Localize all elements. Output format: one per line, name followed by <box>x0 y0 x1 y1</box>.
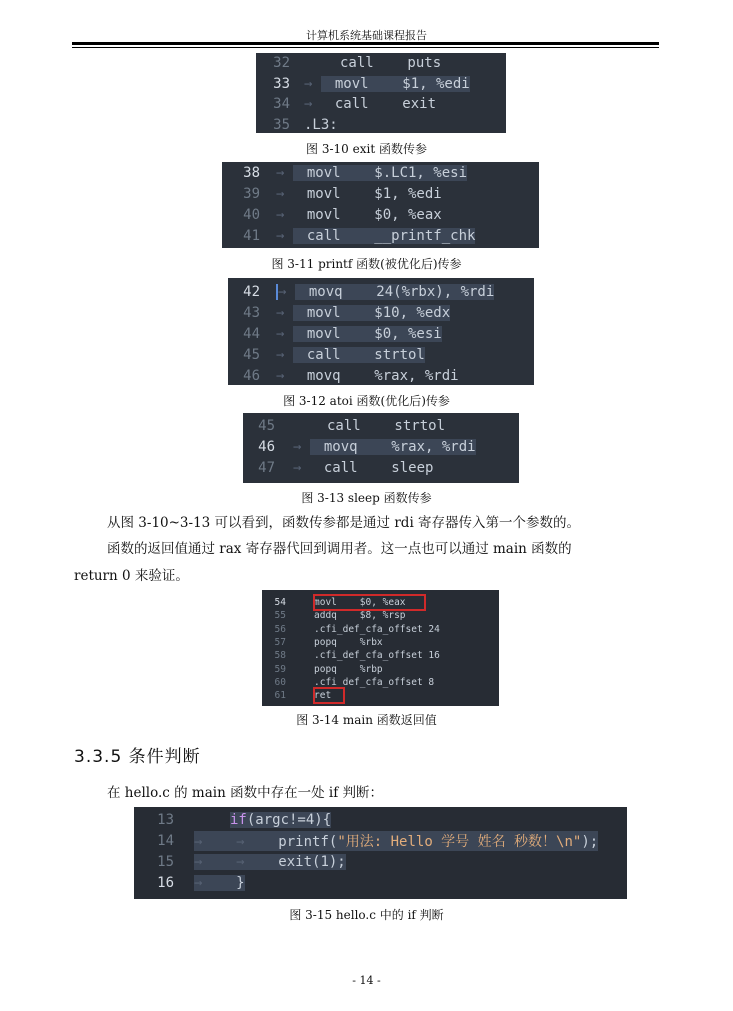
code-figure-3-10 <box>256 53 506 133</box>
tab-arrow-icon: → <box>278 284 295 301</box>
code-text: addq $8, %rsp <box>314 610 406 622</box>
code-brace: } <box>236 874 245 891</box>
tab-arrow-icon: → <box>276 165 293 182</box>
code-line <box>222 163 539 184</box>
line-number: 13 <box>157 811 174 828</box>
tab-arrow-icon: → <box>304 96 321 113</box>
line-number: 41 <box>243 227 260 244</box>
code-text: .cfi_def_cfa_offset 8 <box>314 676 435 688</box>
code-line <box>134 809 627 830</box>
line-number: 59 <box>274 663 286 675</box>
code-line <box>256 115 506 134</box>
line-number: 46 <box>243 367 260 384</box>
tab-arrow-icon: → <box>293 459 310 476</box>
code-figure-3-14 <box>262 590 499 706</box>
line-number: 39 <box>243 186 260 203</box>
line-number: 54 <box>274 597 286 609</box>
figure-caption: 图 3-10 exit 函数传参 <box>306 142 427 156</box>
code-line <box>243 457 519 478</box>
code-text: call strtol <box>293 347 425 363</box>
code-text: movl $0, %eax <box>314 597 406 609</box>
code-text <box>230 812 331 828</box>
line-number: 45 <box>243 346 260 363</box>
code-line <box>262 676 499 689</box>
code-function: printf( <box>278 833 338 850</box>
code-text <box>194 831 598 851</box>
code-text: call strtol <box>327 417 446 434</box>
code-line <box>262 662 499 675</box>
code-line <box>228 344 534 365</box>
line-number: 46 <box>258 438 275 455</box>
tab-arrow-icon: → <box>194 874 237 891</box>
code-line <box>262 609 499 622</box>
tab-arrow-icon: → <box>276 367 293 384</box>
line-number: 42 <box>243 284 260 301</box>
code-text: movl $1, %edi <box>321 76 470 92</box>
tab-arrow-icon: → <box>276 305 293 322</box>
line-number: 16 <box>157 874 174 891</box>
code-line <box>262 636 499 649</box>
line-number: 15 <box>157 853 174 870</box>
code-text: popq %rbx <box>314 637 383 649</box>
body-paragraph: 在 hello.c 的 main 函数中存在一处 if 判断： <box>107 785 383 801</box>
line-number: 57 <box>274 637 286 649</box>
code-line <box>134 872 627 893</box>
tab-arrow-icon: → <box>293 438 310 455</box>
tab-arrow-icon: → <box>276 227 293 244</box>
code-call: exit(1); <box>278 853 346 870</box>
code-text: movl $0, %esi <box>293 326 442 342</box>
figure-caption: 图 3-13 sleep 函数传参 <box>301 491 432 505</box>
tab-arrow-icon: → <box>304 75 321 92</box>
code-line <box>256 74 506 95</box>
code-text: ret <box>314 690 332 702</box>
figure-caption: 图 3-14 main 函数返回值 <box>296 713 437 727</box>
section-heading: 3.3.5 条件判断 <box>74 747 201 767</box>
header-rule-thick <box>72 42 659 45</box>
code-tail: ); <box>581 833 599 850</box>
code-line <box>228 324 534 345</box>
code-line <box>228 365 534 385</box>
code-line <box>256 94 506 115</box>
line-number: 55 <box>274 610 286 622</box>
figure-caption: 图 3-11 printf 函数(被优化后)传参 <box>271 257 462 271</box>
header-rule-thin <box>72 47 659 48</box>
code-line <box>222 205 539 226</box>
code-line <box>243 436 519 457</box>
figure-caption: 图 3-15 hello.c 中的 if 判断 <box>289 908 444 922</box>
line-number: 61 <box>274 690 286 702</box>
line-number: 38 <box>243 165 260 182</box>
code-line <box>134 830 627 851</box>
tab-arrow-icon: → → <box>194 853 279 870</box>
code-text: movl $0, %eax <box>306 206 442 223</box>
code-text: .cfi_def_cfa_offset 16 <box>314 650 440 662</box>
code-text: movq 24(%rbx), %rdi <box>295 284 494 300</box>
tab-arrow-icon: → → <box>194 833 279 850</box>
line-number: 35 <box>273 116 290 133</box>
tab-arrow-icon: → <box>276 346 293 363</box>
page-number: - 14 - <box>352 974 381 987</box>
line-number: 40 <box>243 206 260 223</box>
line-number: 47 <box>258 459 275 476</box>
tab-arrow-icon: → <box>276 325 293 342</box>
code-line <box>134 851 627 872</box>
code-line <box>228 303 534 324</box>
code-text: movl $.LC1, %esi <box>293 165 467 181</box>
line-number: 34 <box>273 96 290 113</box>
code-figure-3-13 <box>243 413 519 483</box>
code-figure-3-12 <box>228 278 534 385</box>
code-line <box>262 623 499 636</box>
figure-caption: 图 3-12 atoi 函数(优化后)传参 <box>283 394 450 408</box>
line-number: 44 <box>243 325 260 342</box>
code-figure-3-15 <box>134 807 627 899</box>
tab-arrow-icon: → <box>276 206 293 223</box>
code-line <box>243 415 519 436</box>
code-line <box>228 282 534 303</box>
highlight-box-ret <box>313 687 345 704</box>
code-text: call __printf_chk <box>293 228 476 244</box>
code-line <box>256 53 506 74</box>
line-number: 56 <box>274 623 286 635</box>
code-text-rest: (argc!=4){ <box>246 811 332 828</box>
code-text: call sleep <box>323 459 434 476</box>
keyword-if: if <box>230 811 247 828</box>
code-text: movq %rax, %rdi <box>306 367 459 384</box>
code-text: movq %rax, %rdi <box>310 439 476 455</box>
code-text <box>194 875 245 891</box>
code-line <box>262 689 499 702</box>
running-header: 计算机系统基础课程报告 <box>306 29 427 42</box>
line-number: 60 <box>274 676 286 688</box>
line-number: 58 <box>274 650 286 662</box>
code-text: popq %rbp <box>314 663 383 675</box>
code-string: "用法: Hello 学号 姓名 秒数！\n" <box>337 833 582 850</box>
code-line <box>262 649 499 662</box>
code-text: movl $1, %edi <box>306 186 442 203</box>
tab-arrow-icon: → <box>276 186 293 203</box>
body-paragraph: 从图 3-10~3-13 可以看到，函数传参都是通过 rdi 寄存器传入第一个参数的。 <box>107 515 581 531</box>
code-text: movl $10, %edx <box>293 305 450 321</box>
code-line <box>222 225 539 246</box>
line-number: 33 <box>273 75 290 92</box>
line-number: 14 <box>157 832 174 849</box>
code-figure-3-11 <box>222 162 539 248</box>
code-text: .cfi_def_cfa_offset 24 <box>314 623 440 635</box>
body-paragraph: 函数的返回值通过 rax 寄存器代回到调用者。这一点也可以通过 main 函数的 <box>107 541 572 557</box>
code-line <box>222 184 539 205</box>
line-number: 45 <box>258 417 275 434</box>
code-text: call exit <box>334 96 437 113</box>
line-number: 43 <box>243 305 260 322</box>
code-text <box>194 854 346 870</box>
code-text: call puts <box>340 55 442 72</box>
highlight-box-return-value <box>313 594 426 611</box>
line-number: 32 <box>273 55 290 72</box>
code-text: .L3: <box>304 116 338 133</box>
body-paragraph: return 0 来验证。 <box>74 568 189 584</box>
